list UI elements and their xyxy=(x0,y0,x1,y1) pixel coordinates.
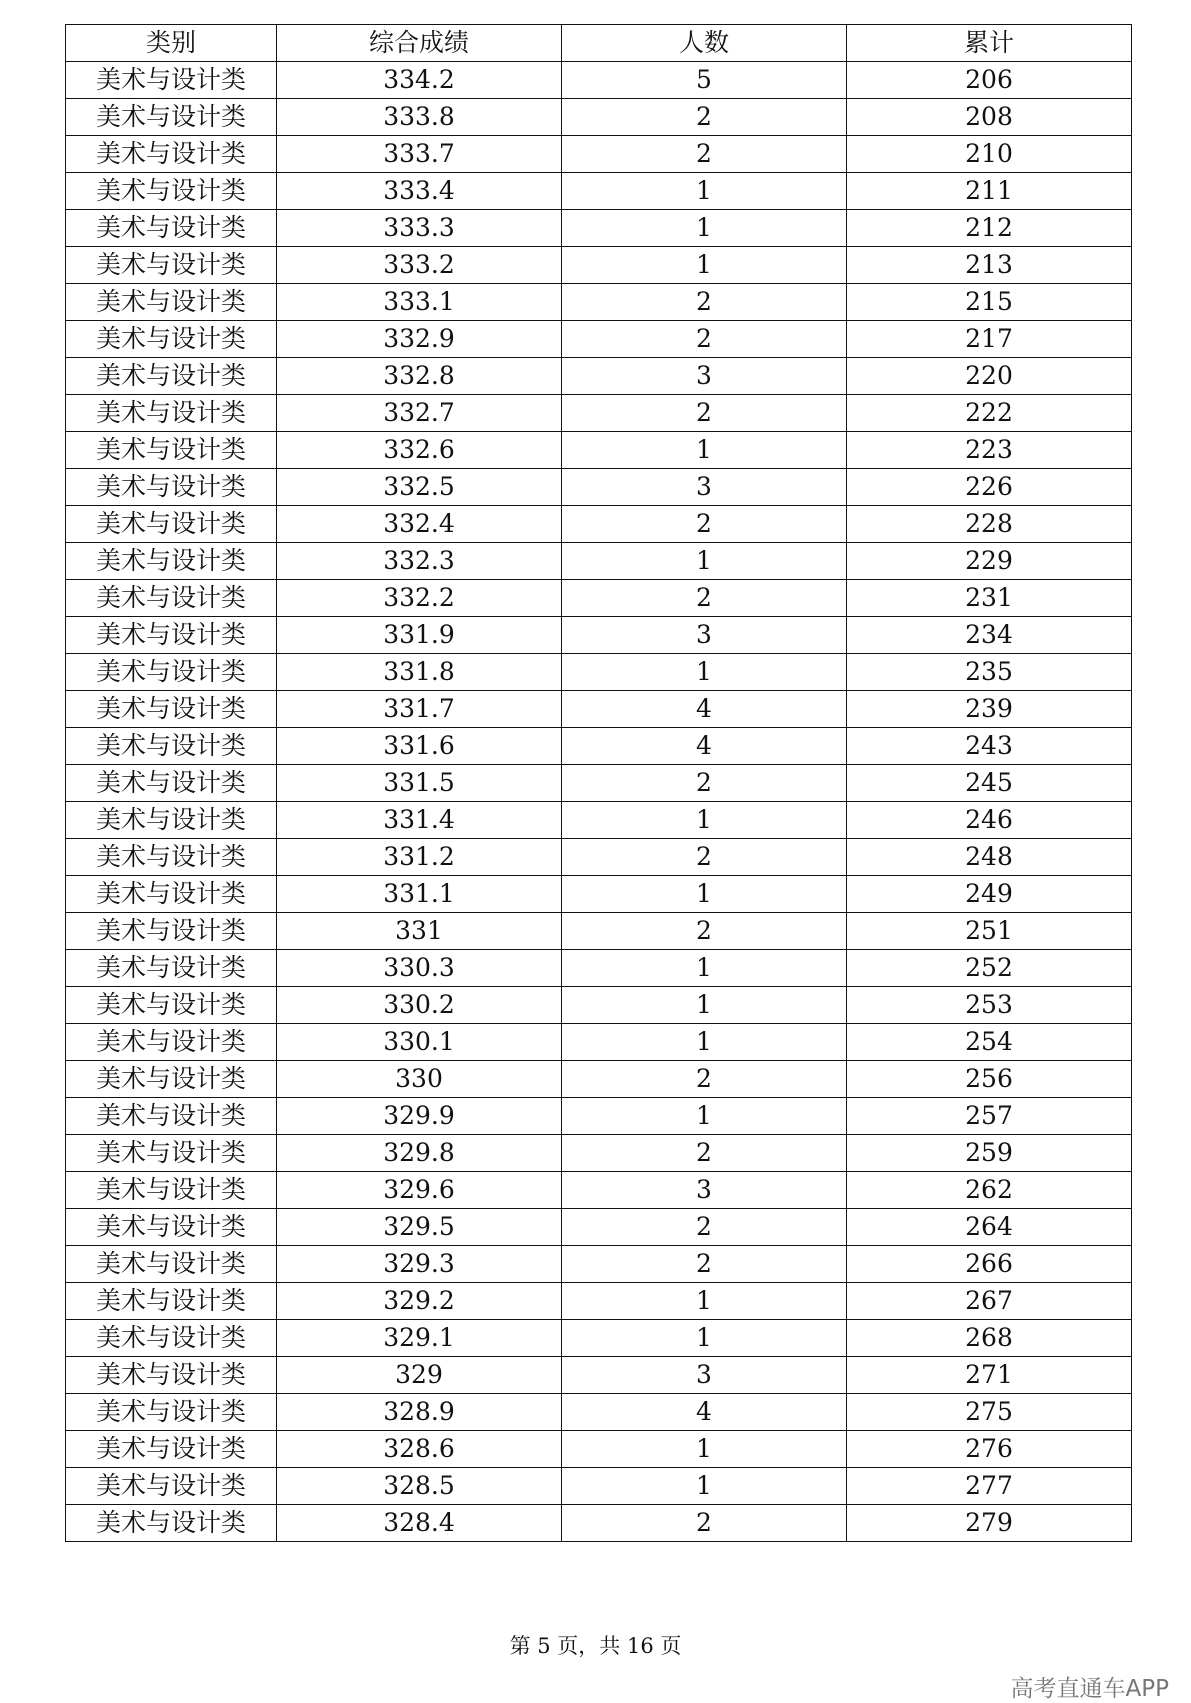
cell-score: 331.4 xyxy=(277,802,562,839)
cell-category: 美术与设计类 xyxy=(66,1135,277,1172)
table-row xyxy=(66,284,1132,321)
cell-count: 4 xyxy=(562,691,847,728)
cell-count: 3 xyxy=(562,469,847,506)
table-row xyxy=(66,765,1132,802)
cell-category: 美术与设计类 xyxy=(66,1357,277,1394)
cell-score: 331 xyxy=(277,913,562,950)
cell-score: 333.1 xyxy=(277,284,562,321)
cell-category: 美术与设计类 xyxy=(66,432,277,469)
cell-cumulative: 253 xyxy=(847,987,1132,1024)
cell-score: 333.7 xyxy=(277,136,562,173)
cell-category: 美术与设计类 xyxy=(66,395,277,432)
table-row xyxy=(66,580,1132,617)
cell-count: 4 xyxy=(562,728,847,765)
cell-count: 2 xyxy=(562,839,847,876)
cell-category: 美术与设计类 xyxy=(66,1431,277,1468)
cell-score: 331.9 xyxy=(277,617,562,654)
cell-score: 328.9 xyxy=(277,1394,562,1431)
table-row xyxy=(66,1135,1132,1172)
cell-score: 330.1 xyxy=(277,1024,562,1061)
cell-category: 美术与设计类 xyxy=(66,580,277,617)
cell-category: 美术与设计类 xyxy=(66,469,277,506)
cell-score: 332.9 xyxy=(277,321,562,358)
cell-count: 2 xyxy=(562,580,847,617)
cell-score: 332.7 xyxy=(277,395,562,432)
table-header xyxy=(66,25,1132,62)
cell-count: 2 xyxy=(562,99,847,136)
cell-cumulative: 234 xyxy=(847,617,1132,654)
cell-category: 美术与设计类 xyxy=(66,1061,277,1098)
table-row xyxy=(66,1283,1132,1320)
table-row xyxy=(66,876,1132,913)
header-count: 人数 xyxy=(562,25,847,62)
cell-count: 2 xyxy=(562,1135,847,1172)
cell-cumulative: 257 xyxy=(847,1098,1132,1135)
cell-count: 3 xyxy=(562,358,847,395)
cell-score: 329 xyxy=(277,1357,562,1394)
cell-score: 329.6 xyxy=(277,1172,562,1209)
cell-cumulative: 206 xyxy=(847,62,1132,99)
cell-cumulative: 276 xyxy=(847,1431,1132,1468)
cell-cumulative: 259 xyxy=(847,1135,1132,1172)
cell-category: 美术与设计类 xyxy=(66,506,277,543)
cell-count: 1 xyxy=(562,247,847,284)
cell-count: 1 xyxy=(562,1098,847,1135)
cell-score: 328.4 xyxy=(277,1505,562,1542)
cell-count: 2 xyxy=(562,1209,847,1246)
cell-cumulative: 279 xyxy=(847,1505,1132,1542)
cell-score: 333.2 xyxy=(277,247,562,284)
cell-cumulative: 245 xyxy=(847,765,1132,802)
cell-count: 2 xyxy=(562,1246,847,1283)
cell-cumulative: 210 xyxy=(847,136,1132,173)
cell-cumulative: 222 xyxy=(847,395,1132,432)
table-row xyxy=(66,136,1132,173)
cell-score: 331.5 xyxy=(277,765,562,802)
cell-cumulative: 229 xyxy=(847,543,1132,580)
table-row xyxy=(66,1061,1132,1098)
table-row xyxy=(66,395,1132,432)
cell-count: 1 xyxy=(562,1468,847,1505)
header-cumulative: 累计 xyxy=(847,25,1132,62)
cell-score: 333.4 xyxy=(277,173,562,210)
cell-score: 329.9 xyxy=(277,1098,562,1135)
cell-category: 美术与设计类 xyxy=(66,654,277,691)
cell-count: 2 xyxy=(562,1061,847,1098)
cell-category: 美术与设计类 xyxy=(66,876,277,913)
cell-score: 333.3 xyxy=(277,210,562,247)
cell-count: 1 xyxy=(562,654,847,691)
table-row xyxy=(66,62,1132,99)
cell-count: 2 xyxy=(562,913,847,950)
cell-cumulative: 267 xyxy=(847,1283,1132,1320)
cell-score: 329.8 xyxy=(277,1135,562,1172)
cell-score: 332.4 xyxy=(277,506,562,543)
cell-count: 1 xyxy=(562,950,847,987)
cell-score: 332.3 xyxy=(277,543,562,580)
cell-cumulative: 239 xyxy=(847,691,1132,728)
cell-cumulative: 223 xyxy=(847,432,1132,469)
cell-cumulative: 264 xyxy=(847,1209,1132,1246)
cell-category: 美术与设计类 xyxy=(66,950,277,987)
table-row xyxy=(66,1394,1132,1431)
cell-cumulative: 212 xyxy=(847,210,1132,247)
table-row xyxy=(66,432,1132,469)
cell-category: 美术与设计类 xyxy=(66,1283,277,1320)
table-row xyxy=(66,913,1132,950)
table-row xyxy=(66,210,1132,247)
cell-score: 332.2 xyxy=(277,580,562,617)
cell-score: 331.8 xyxy=(277,654,562,691)
cell-count: 4 xyxy=(562,1394,847,1431)
cell-cumulative: 220 xyxy=(847,358,1132,395)
cell-cumulative: 249 xyxy=(847,876,1132,913)
cell-cumulative: 268 xyxy=(847,1320,1132,1357)
table-row xyxy=(66,654,1132,691)
cell-count: 5 xyxy=(562,62,847,99)
table-row xyxy=(66,469,1132,506)
table-row xyxy=(66,1505,1132,1542)
cell-cumulative: 211 xyxy=(847,173,1132,210)
cell-score: 330.3 xyxy=(277,950,562,987)
table-row xyxy=(66,839,1132,876)
table-row xyxy=(66,617,1132,654)
table-body xyxy=(66,62,1132,1542)
cell-score: 333.8 xyxy=(277,99,562,136)
cell-category: 美术与设计类 xyxy=(66,358,277,395)
cell-score: 331.7 xyxy=(277,691,562,728)
cell-cumulative: 256 xyxy=(847,1061,1132,1098)
cell-category: 美术与设计类 xyxy=(66,1505,277,1542)
cell-cumulative: 217 xyxy=(847,321,1132,358)
cell-cumulative: 262 xyxy=(847,1172,1132,1209)
cell-category: 美术与设计类 xyxy=(66,802,277,839)
cell-cumulative: 271 xyxy=(847,1357,1132,1394)
table-row xyxy=(66,1431,1132,1468)
cell-count: 2 xyxy=(562,321,847,358)
cell-category: 美术与设计类 xyxy=(66,210,277,247)
table-row xyxy=(66,802,1132,839)
cell-category: 美术与设计类 xyxy=(66,1246,277,1283)
table-row xyxy=(66,987,1132,1024)
cell-score: 332.8 xyxy=(277,358,562,395)
table-row xyxy=(66,358,1132,395)
cell-score: 329.5 xyxy=(277,1209,562,1246)
cell-cumulative: 248 xyxy=(847,839,1132,876)
cell-count: 2 xyxy=(562,506,847,543)
table-row xyxy=(66,1246,1132,1283)
cell-cumulative: 226 xyxy=(847,469,1132,506)
cell-count: 1 xyxy=(562,1283,847,1320)
cell-count: 3 xyxy=(562,1357,847,1394)
cell-count: 3 xyxy=(562,1172,847,1209)
header-category: 类别 xyxy=(66,25,277,62)
cell-count: 2 xyxy=(562,136,847,173)
cell-category: 美术与设计类 xyxy=(66,543,277,580)
cell-score: 329.2 xyxy=(277,1283,562,1320)
cell-cumulative: 252 xyxy=(847,950,1132,987)
table-row xyxy=(66,1320,1132,1357)
table-row xyxy=(66,1468,1132,1505)
cell-category: 美术与设计类 xyxy=(66,62,277,99)
cell-score: 330 xyxy=(277,1061,562,1098)
table-row xyxy=(66,173,1132,210)
table-row xyxy=(66,321,1132,358)
cell-category: 美术与设计类 xyxy=(66,913,277,950)
cell-category: 美术与设计类 xyxy=(66,617,277,654)
cell-count: 1 xyxy=(562,1024,847,1061)
cell-count: 1 xyxy=(562,173,847,210)
cell-score: 329.1 xyxy=(277,1320,562,1357)
cell-score: 328.5 xyxy=(277,1468,562,1505)
table-row xyxy=(66,691,1132,728)
cell-count: 1 xyxy=(562,210,847,247)
cell-cumulative: 235 xyxy=(847,654,1132,691)
cell-category: 美术与设计类 xyxy=(66,987,277,1024)
cell-category: 美术与设计类 xyxy=(66,1024,277,1061)
table-row xyxy=(66,99,1132,136)
cell-category: 美术与设计类 xyxy=(66,321,277,358)
watermark: 高考直通车APP xyxy=(1010,1676,1169,1702)
cell-score: 329.3 xyxy=(277,1246,562,1283)
cell-cumulative: 254 xyxy=(847,1024,1132,1061)
cell-score: 331.6 xyxy=(277,728,562,765)
table-row xyxy=(66,728,1132,765)
table-row xyxy=(66,1172,1132,1209)
cell-category: 美术与设计类 xyxy=(66,284,277,321)
cell-cumulative: 231 xyxy=(847,580,1132,617)
header-row xyxy=(66,25,1132,62)
table-row xyxy=(66,1209,1132,1246)
table-row xyxy=(66,506,1132,543)
table-row xyxy=(66,247,1132,284)
cell-cumulative: 228 xyxy=(847,506,1132,543)
cell-score: 332.5 xyxy=(277,469,562,506)
cell-category: 美术与设计类 xyxy=(66,765,277,802)
cell-count: 2 xyxy=(562,765,847,802)
cell-cumulative: 277 xyxy=(847,1468,1132,1505)
cell-category: 美术与设计类 xyxy=(66,136,277,173)
cell-count: 1 xyxy=(562,1431,847,1468)
cell-cumulative: 246 xyxy=(847,802,1132,839)
cell-cumulative: 213 xyxy=(847,247,1132,284)
cell-score: 330.2 xyxy=(277,987,562,1024)
cell-count: 1 xyxy=(562,543,847,580)
cell-category: 美术与设计类 xyxy=(66,173,277,210)
cell-score: 331.1 xyxy=(277,876,562,913)
header-score: 综合成绩 xyxy=(277,25,562,62)
table-row xyxy=(66,1098,1132,1135)
cell-cumulative: 275 xyxy=(847,1394,1132,1431)
cell-category: 美术与设计类 xyxy=(66,728,277,765)
cell-category: 美术与设计类 xyxy=(66,839,277,876)
table-row xyxy=(66,543,1132,580)
cell-cumulative: 243 xyxy=(847,728,1132,765)
cell-count: 1 xyxy=(562,432,847,469)
cell-count: 2 xyxy=(562,1505,847,1542)
cell-category: 美术与设计类 xyxy=(66,1468,277,1505)
cell-score: 328.6 xyxy=(277,1431,562,1468)
cell-category: 美术与设计类 xyxy=(66,1394,277,1431)
cell-count: 2 xyxy=(562,284,847,321)
cell-category: 美术与设计类 xyxy=(66,1209,277,1246)
cell-count: 2 xyxy=(562,395,847,432)
cell-category: 美术与设计类 xyxy=(66,1172,277,1209)
cell-category: 美术与设计类 xyxy=(66,247,277,284)
cell-score: 334.2 xyxy=(277,62,562,99)
cell-count: 1 xyxy=(562,876,847,913)
cell-cumulative: 215 xyxy=(847,284,1132,321)
cell-count: 1 xyxy=(562,1320,847,1357)
cell-cumulative: 251 xyxy=(847,913,1132,950)
cell-category: 美术与设计类 xyxy=(66,691,277,728)
cell-category: 美术与设计类 xyxy=(66,1320,277,1357)
score-table xyxy=(65,24,1132,1542)
cell-score: 332.6 xyxy=(277,432,562,469)
table-row xyxy=(66,1357,1132,1394)
page-number: 第 5 页，共 16 页 xyxy=(509,1634,682,1658)
cell-count: 3 xyxy=(562,617,847,654)
cell-cumulative: 208 xyxy=(847,99,1132,136)
table-row xyxy=(66,1024,1132,1061)
cell-category: 美术与设计类 xyxy=(66,99,277,136)
cell-category: 美术与设计类 xyxy=(66,1098,277,1135)
cell-score: 331.2 xyxy=(277,839,562,876)
table-row xyxy=(66,950,1132,987)
cell-cumulative: 266 xyxy=(847,1246,1132,1283)
cell-count: 1 xyxy=(562,987,847,1024)
cell-count: 1 xyxy=(562,802,847,839)
